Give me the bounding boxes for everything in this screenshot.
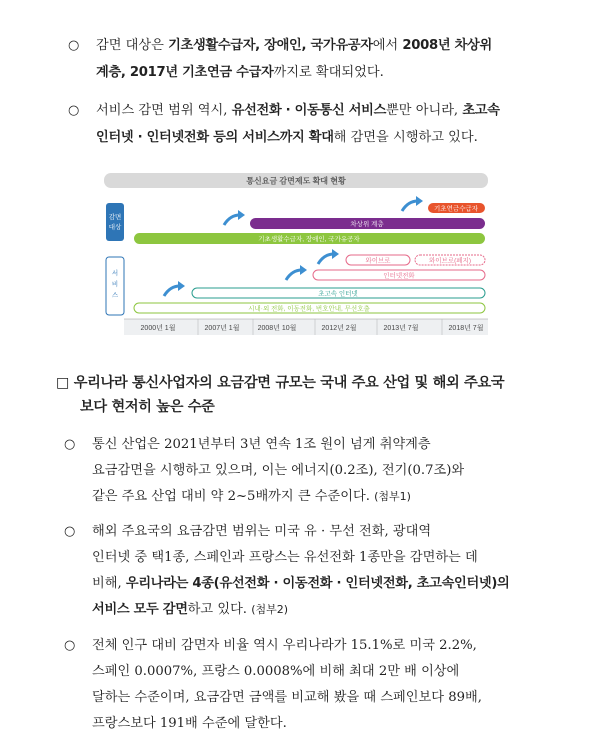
paragraph-service-scope bbox=[68, 97, 548, 151]
bar-label-wibro-closed: 와이브로(폐지) bbox=[428, 257, 472, 265]
para-bold-segment: 인터넷 · 인터넷전화 등의 서비스까지 확대 bbox=[96, 130, 334, 145]
paragraph-expansion-targets bbox=[68, 32, 548, 86]
target-group-label-2: 대상 bbox=[108, 224, 122, 231]
para-line bbox=[68, 32, 548, 59]
para-line-text: 비해, bbox=[92, 576, 126, 591]
para-line: 스페인 0.0007%, 프랑스 0.0008%에 비해 최대 2만 배 이상에 bbox=[92, 664, 460, 679]
attachment-note: (첨부2) bbox=[251, 603, 289, 616]
target-group-label-1: 감면 bbox=[108, 214, 122, 221]
arrow-icon bbox=[318, 254, 334, 264]
service-group-label-1: 서 bbox=[111, 270, 119, 277]
axis-tick-label: 2012년 2월 bbox=[321, 325, 357, 332]
bar-label-near-poverty: 차상위 계층 bbox=[350, 221, 384, 228]
section-line bbox=[56, 371, 556, 395]
para-bold-segment: 초고속 bbox=[462, 103, 500, 118]
para-line: 해외 주요국의 요금감면 범위는 미국 유 · 무선 전화, 광대역 bbox=[92, 524, 432, 539]
axis-tick-label: 2013년 7월 bbox=[383, 325, 419, 332]
arrow-icon bbox=[402, 201, 418, 211]
para-text-segment: 서비스 감면 범위 역시, bbox=[96, 103, 232, 118]
para-line: 통신 산업은 2021년부터 3년 연속 1조 원이 넘게 취약계층 bbox=[92, 437, 431, 452]
bar-label-internet-phone: 인터넷전화 bbox=[383, 272, 415, 280]
bullet-circle: ○ bbox=[68, 38, 80, 53]
para-line-text: 하고 있다. bbox=[187, 602, 247, 617]
bullet-circle: ○ bbox=[68, 103, 80, 118]
para-line-text: 같은 주요 산업 대비 약 2~5배까지 큰 수준이다. bbox=[92, 489, 370, 504]
bar-label-wibro: 와이브로 bbox=[365, 257, 391, 265]
discount-expansion-chart bbox=[104, 173, 488, 341]
section-marker: □ bbox=[56, 375, 70, 391]
bar-label-phone-services: 시내·외 전화, 이동전화, 번호안내, 무선호출 bbox=[248, 305, 370, 313]
bar-label-basic-recipients: 기초생활수급자, 장애인, 국가유공자 bbox=[258, 236, 360, 243]
arrow-head-icon bbox=[238, 210, 245, 220]
axis-tick-label: 2007년 1월 bbox=[204, 325, 240, 332]
para-bold-segment: 기초생활수급자, 장애인, 국가유공자 bbox=[168, 38, 373, 53]
bullet-circle: ○ bbox=[64, 437, 76, 452]
arrow-icon bbox=[224, 215, 240, 225]
bullet-circle: ○ bbox=[64, 524, 76, 539]
arrow-head-icon bbox=[300, 265, 307, 275]
para-bold-segment: 계층, 2017년 기초연금 수급자 bbox=[96, 65, 274, 80]
arrow-head-icon bbox=[416, 196, 423, 206]
section-line: 보다 현저히 높은 수준 bbox=[80, 399, 215, 415]
arrow-head-icon bbox=[178, 281, 185, 291]
para-text-segment: 뿐만 아니라, bbox=[386, 103, 463, 118]
arrow-icon bbox=[164, 286, 180, 296]
section-title-line1: 우리나라 통신사업자의 요금감면 규모는 국내 주요 산업 및 해외 주요국 bbox=[73, 375, 505, 391]
attachment-note: (첨부1) bbox=[374, 490, 411, 503]
para-bold-segment: 2008년 차상위 bbox=[402, 38, 492, 53]
para-line: 프랑스보다 191배 수준에 달한다. bbox=[92, 716, 287, 731]
para-line-bold: 서비스 모두 감면 bbox=[92, 602, 188, 617]
bar-label-basic-pension: 기초연금수급자 bbox=[434, 205, 478, 213]
para-line: 인터넷 중 택1종, 스페인과 프랑스는 유선전화 1종만을 감면하는 데 bbox=[92, 550, 478, 565]
arrow-icon bbox=[286, 270, 302, 280]
para-line bbox=[68, 97, 548, 124]
para-text-segment: 에서 bbox=[372, 38, 403, 53]
para-text-segment: 감면 대상은 bbox=[96, 38, 169, 53]
para-line bbox=[68, 59, 548, 86]
para-line: 전체 인구 대비 감면자 비율 역시 우리나라가 15.1%로 미국 2.2%, bbox=[92, 638, 477, 653]
service-group-label-2: 비 bbox=[111, 281, 119, 288]
para-line bbox=[68, 124, 548, 151]
bullet-circle: ○ bbox=[64, 638, 76, 653]
bar-label-broadband: 초고속 인터넷 bbox=[318, 290, 358, 298]
arrow-head-icon bbox=[332, 249, 339, 259]
target-group-box bbox=[106, 203, 124, 241]
axis-tick-label: 2018년 7월 bbox=[448, 325, 484, 332]
service-group-label-3: 스 bbox=[111, 292, 119, 299]
paragraph-foreign-comparison bbox=[64, 519, 554, 623]
para-text-segment: 해 감면을 시행하고 있다. bbox=[333, 130, 478, 145]
axis-band bbox=[124, 319, 488, 335]
para-line-bold: 우리나라는 4종(유선전화 · 이동전화 · 인터넷전화, 초고속인터넷)의 bbox=[125, 576, 510, 591]
para-line bbox=[64, 571, 554, 597]
para-line bbox=[64, 597, 554, 623]
para-line: 요금감면을 시행하고 있으며, 이는 에너지(0.2조), 전기(0.7조)와 bbox=[92, 463, 465, 478]
para-text-segment: 까지로 확대되었다. bbox=[273, 65, 384, 80]
chart-title: 통신요금 감면제도 확대 현황 bbox=[246, 176, 346, 186]
paragraph-telecom-industry bbox=[64, 432, 554, 510]
para-line bbox=[64, 484, 554, 510]
paragraph-population-ratio bbox=[64, 633, 554, 737]
para-line: 달하는 수준이며, 요금감면 금액를 비교해 봤을 때 스페인보다 89배, bbox=[92, 690, 482, 705]
para-bold-segment: 유선전화 · 이동통신 서비스 bbox=[231, 103, 387, 118]
section-header bbox=[56, 371, 556, 419]
axis-tick-label: 2000년 1월 bbox=[140, 325, 176, 332]
axis-tick-label: 2008년 10월 bbox=[257, 325, 297, 332]
